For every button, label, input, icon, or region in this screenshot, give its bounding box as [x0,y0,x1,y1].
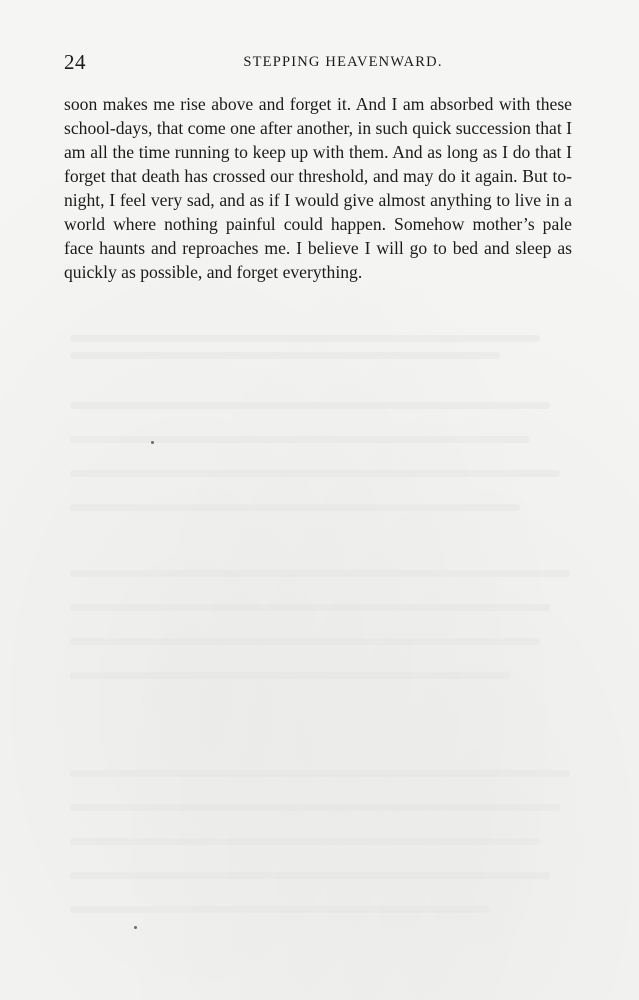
show-through-line [70,504,520,511]
show-through-line [70,804,560,811]
page-number: 24 [64,50,86,74]
page-header [64,50,572,74]
show-through-line [70,838,540,845]
running-title: STEPPING HEAVENWARD. [243,54,443,70]
ink-speck [151,441,154,444]
show-through-line [70,352,500,359]
ink-speck [134,926,137,929]
show-through-line [70,436,530,443]
show-through-line [70,335,540,342]
show-through-line [70,470,560,477]
show-through-line [70,570,570,577]
show-through-line [70,672,510,679]
show-through-line [70,638,540,645]
show-through-line [70,402,550,409]
body-paragraph: soon makes me rise above and forget it. And I am absorbed with these school-days, that come one after another, in such quick succession that I am all the time running to keep up with them. And as long as I do that I forget that death has crossed our threshold, and may do it again. But to-night, I feel very sad, and as if I would give almost anything to live in a world where nothing painful could happen. Somehow mother’s pale face haunts and reproaches me. I believe I will go to bed and sleep as quickly as possible, and forget everything. [64,94,572,282]
show-through-line [70,872,550,879]
show-through-line [70,906,490,913]
show-through-line [70,770,570,777]
show-through-line [70,604,550,611]
